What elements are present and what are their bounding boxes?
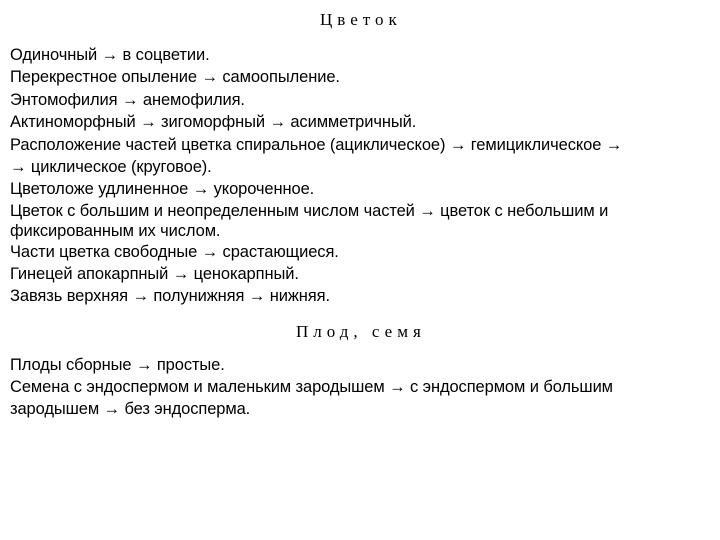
flower-line-10: Части цветка свободные → срастающиеся. — [10, 243, 339, 261]
section-title-fruit-seed: Плод, семя — [296, 322, 426, 341]
flower-line-7: Цветоложе удлиненное → укороченное. — [10, 180, 315, 198]
flower-line-6: → циклическое (круговое). — [10, 158, 212, 176]
flower-line-2: Перекрестное опыление → самоопыление. — [10, 68, 340, 86]
section-title-flower: Цветок — [320, 10, 402, 29]
flower-line-8: Цветок с большим и неопределенным числом частей → цветок с небольшим и — [10, 202, 609, 220]
flower-line-5: Расположение частей цветка спиральное (ациклическое) → гемициклическое → — [10, 136, 623, 154]
flower-line-12: Завязь верхняя → полунижняя → нижняя. — [10, 287, 330, 305]
fruit-line-2: Семена с эндоспермом и маленьким зародышем → с эндоспермом и большим — [10, 378, 613, 396]
flower-line-9: фиксированным их числом. — [10, 222, 221, 240]
fruit-line-1: Плоды сборные → простые. — [10, 356, 225, 374]
flower-line-1: Одиночный → в соцветии. — [10, 46, 210, 64]
flower-line-3: Энтомофилия → анемофилия. — [10, 91, 245, 109]
flower-line-11: Гинецей апокарпный → ценокарпный. — [10, 265, 299, 283]
fruit-line-3: зародышем → без эндосперма. — [10, 400, 251, 418]
flower-line-4: Актиноморфный → зигоморфный → асимметричный. — [10, 113, 417, 131]
